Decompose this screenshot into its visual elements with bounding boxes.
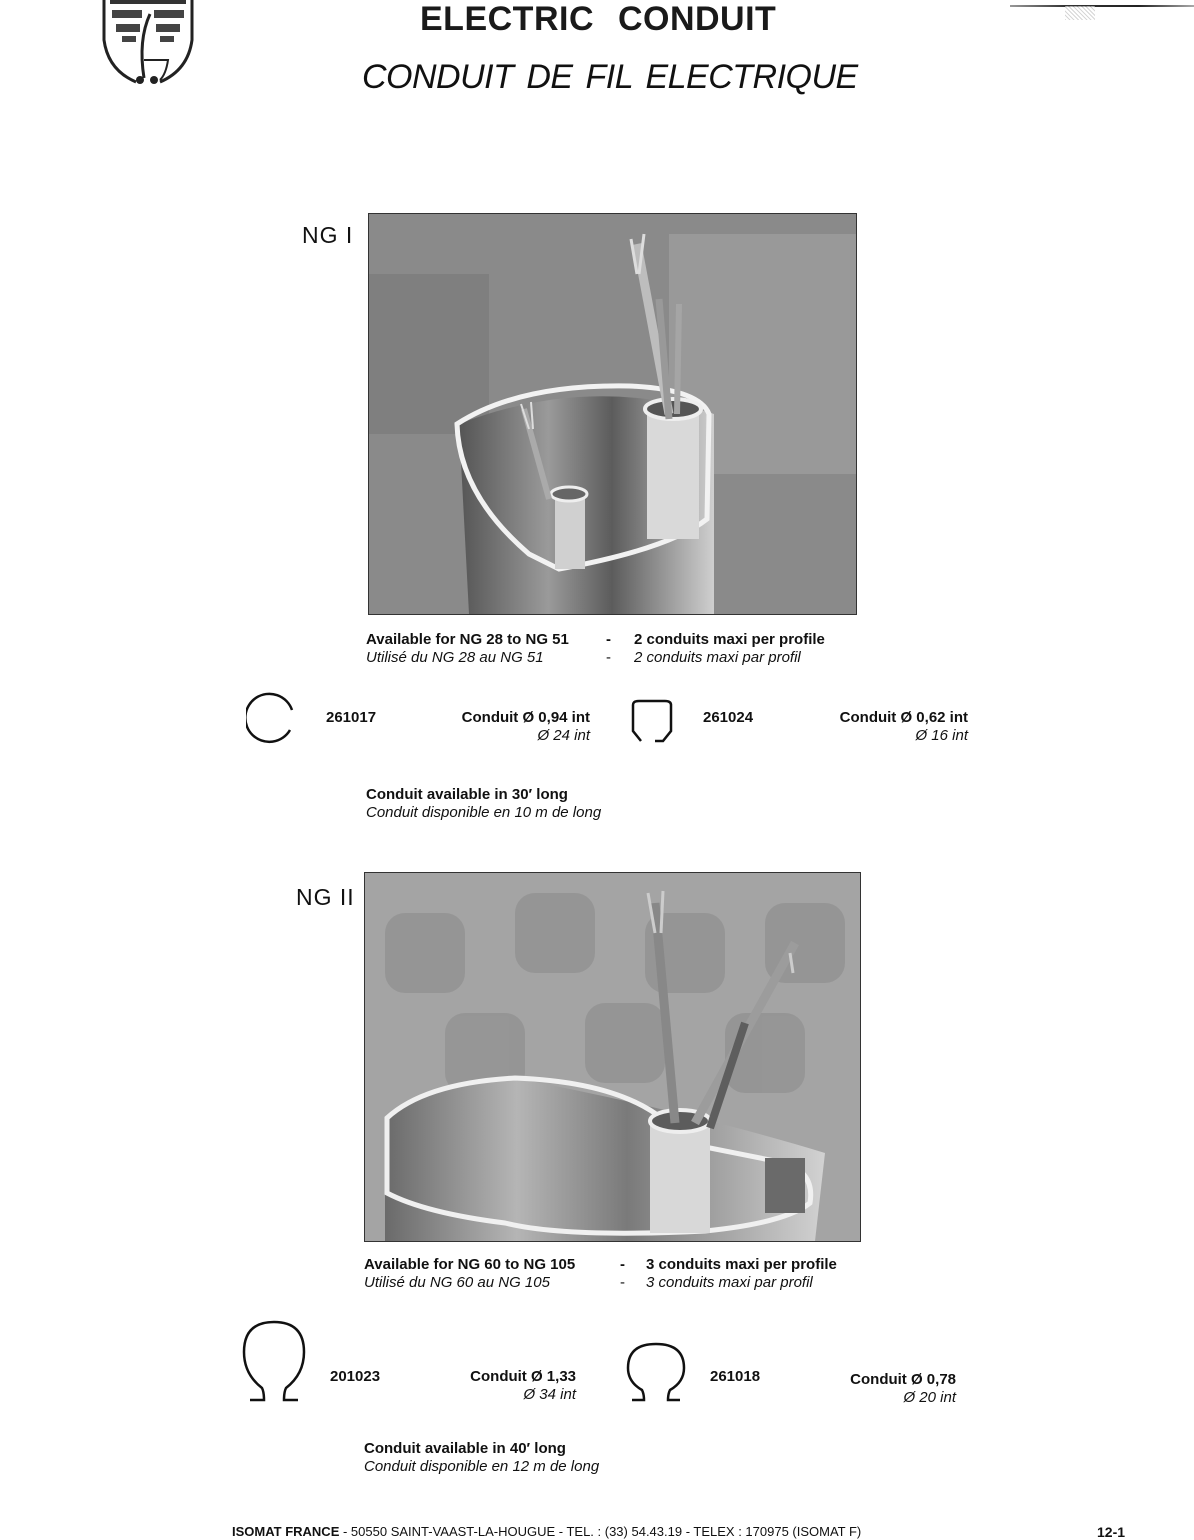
conduit-profile-photo-ng1-icon [369,214,856,614]
max-conduits-en-ng1: 2 conduits maxi per profile [634,631,825,648]
page-number: 12-1 [1097,1524,1126,1540]
omega-conduit-profile-small-icon [624,1340,688,1409]
availability-fr-ng2: Utilisé du NG 60 au NG 105 [364,1274,550,1291]
part-code-261017: 261017 [326,709,377,726]
conduit-spec-261018 [800,1371,956,1407]
conduit-photo-ng1 [368,213,857,615]
omega-conduit-profile-large-icon [240,1318,308,1409]
part-code-261018: 261018 [710,1368,761,1385]
conduit-photo-ng2 [364,872,861,1242]
part-code-261024: 261024 [703,709,754,726]
length-block-ng2 [364,1440,599,1476]
footer-address [232,1524,861,1539]
scan-artifact-smudge [1065,6,1095,20]
rounded-square-conduit-profile-icon [627,697,677,750]
conduit-diameter-mm: Ø 34 int [523,1386,576,1403]
separator-dash: - [620,1274,625,1291]
conduit-diameter-mm: Ø 16 int [915,727,968,744]
conduit-spec-261024 [808,709,968,745]
section-label-ng1: NG I [302,222,354,248]
max-conduits-fr-ng2: 3 conduits maxi par profil [646,1274,813,1291]
conduit-spec-261017 [430,709,590,745]
scan-artifact-line [1010,5,1194,7]
availability-fr-ng1: Utilisé du NG 28 au NG 51 [366,649,544,666]
conduit-diameter-in: Conduit Ø 1,33 [470,1368,576,1385]
availability-block-ng2 [364,1256,837,1292]
page-title-fr: CONDUIT DE FIL ELECTRIQUE [362,58,858,96]
conduit-diameter-in: Conduit Ø 0,78 [850,1371,956,1388]
page-title-en: ELECTRIC CONDUIT [420,0,777,38]
length-fr-ng2: Conduit disponible en 12 m de long [364,1458,600,1475]
conduit-diameter-in: Conduit Ø 0,94 int [461,709,590,726]
length-en-ng2: Conduit available in 40′ long [364,1440,566,1457]
conduit-spec-201023 [420,1368,576,1404]
length-block-ng1 [366,786,601,822]
footer-contact: - 50550 SAINT-VAAST-LA-HOUGUE - TEL. : (33) 54.43.19 - TELEX : 170975 (ISOMAT F) [339,1524,862,1539]
separator-dash: - [606,649,611,666]
availability-block-ng1 [366,631,825,667]
separator-dash: - [606,631,611,648]
conduit-diameter-mm: Ø 24 int [537,727,590,744]
availability-en-ng2: Available for NG 60 to NG 105 [364,1256,576,1273]
length-en-ng1: Conduit available in 30′ long [366,786,568,803]
footer-company: ISOMAT FRANCE [232,1524,340,1539]
section-label-ng2: NG II [296,884,355,910]
conduit-diameter-mm: Ø 20 int [903,1389,956,1406]
max-conduits-fr-ng1: 2 conduits maxi par profil [634,649,801,666]
isomat-logo-icon [98,0,198,88]
conduit-diameter-in: Conduit Ø 0,62 int [839,709,968,726]
part-code-201023: 201023 [330,1368,381,1385]
conduit-profile-photo-ng2-icon [365,873,860,1241]
max-conduits-en-ng2: 3 conduits maxi per profile [646,1256,837,1273]
length-fr-ng1: Conduit disponible en 10 m de long [366,804,602,821]
round-conduit-profile-icon [246,692,298,751]
separator-dash: - [620,1256,625,1273]
availability-en-ng1: Available for NG 28 to NG 51 [366,631,569,648]
